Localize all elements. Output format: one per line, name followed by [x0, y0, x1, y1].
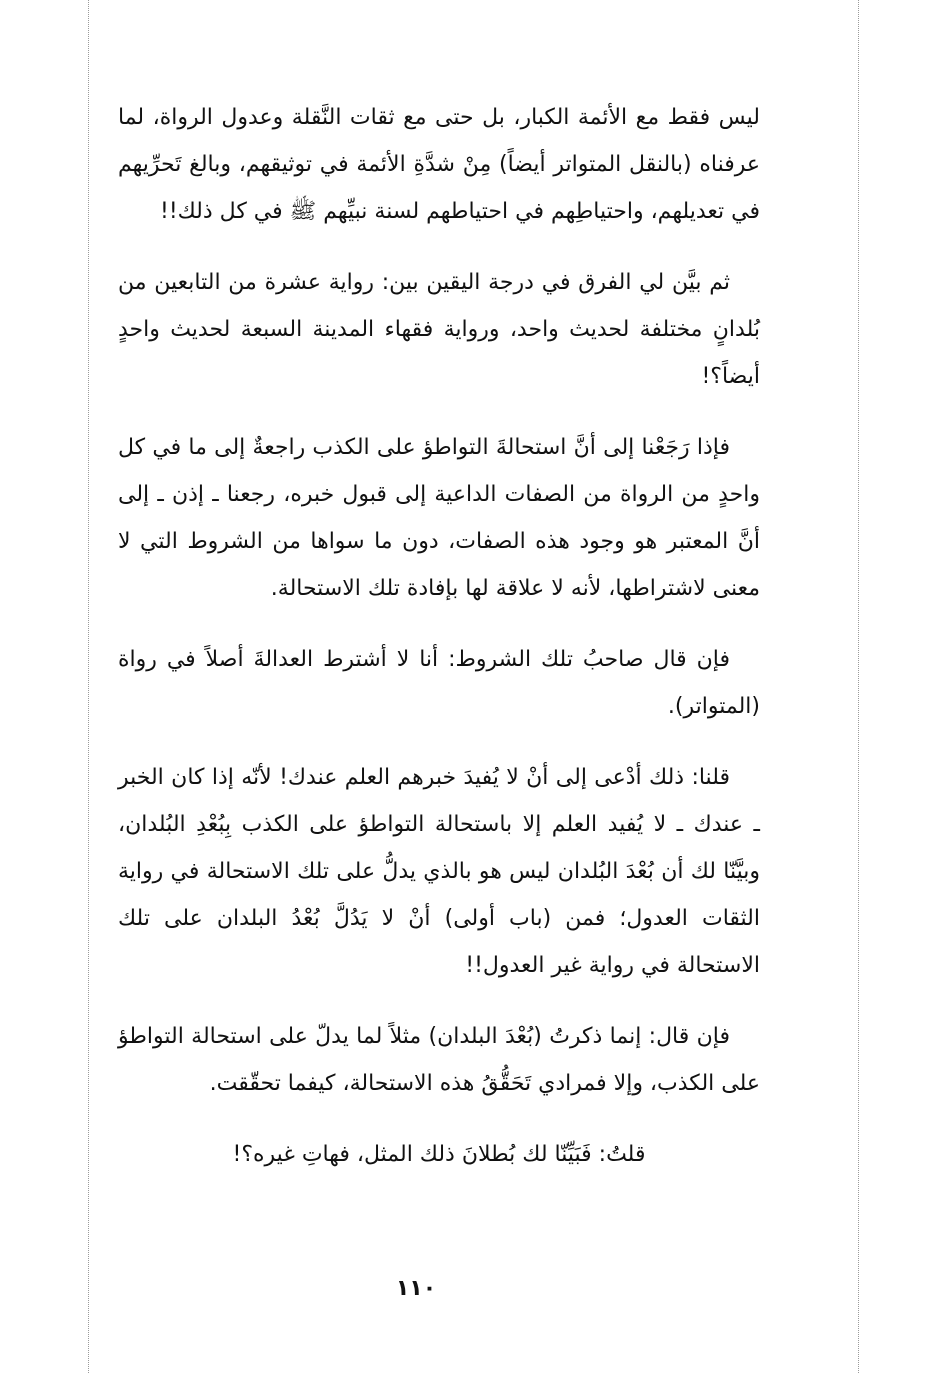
- paragraph-6: فإن قال: إنما ذكرتُ (بُعْدَ البلدان) مثلاً لما يدلّ على استحالة التواطؤ على الكذب، وإلا فمرادي تَحَقُّقُ هذه الاستحالة، كيفما تحقّقت.: [118, 1024, 760, 1096]
- page-number: ١١٠: [395, 1276, 437, 1301]
- right-margin-dotted-line: [858, 0, 859, 1373]
- paragraph-3: فإذا رَجَعْنا إلى أنَّ استحالةَ التواطؤ على الكذب راجعةٌ إلى ما في كل واحدٍ من الرواة من الصفات الداعية إلى قبول خبره، رجعنا ـ إذن ـ إلى أنَّ المعتبر هو وجود هذه الصفات، دون ما سواها من الشروط التي لا معنى لاشتراطها، لأنه لا علاقة لها بإفادة تلك الاستحالة.: [118, 435, 760, 601]
- paragraph-5: قلنا: ذلك أدْعى إلى أنْ لا يُفيدَ خبرهم العلم عندك! لأنّه إذا كان الخبر ـ عندك ـ لا يُفيد العلم إلا باستحالة التواطؤ على الكذب بِبُعْدِ البُلدان، وبيَّنّا لك أن بُعْدَ البُلدان ليس هو بالذي يدلُّ على تلك الاستحالة في رواية الثقات العدول؛ فمن (باب أولى) أنْ لا يَدُلَّ بُعْدُ البلدان على تلك الاستحالة في رواية غير العدول!!: [118, 765, 760, 978]
- paragraph-4: فإن قال صاحبُ تلك الشروط: أنا لا أشترط العدالةَ أصلاً في رواة (المتواتر).: [118, 647, 760, 719]
- paragraph-1: ليس فقط مع الأئمة الكبار، بل حتى مع ثقات النَّقلة وعدول الرواة، لما عرفناه (بالنقل المتواتر أيضاً) مِنْ شدَّةِ الأئمة في توثيقهم، وبالغ تَحرِّيهم في تعديلهم، واحتياطِهم في احتياطهم لسنة نبيِّهم ﷺ في كل ذلك!!: [118, 105, 760, 224]
- paragraph-7: قلتُ: فَبَيِّنّا لك بُطلانَ ذلك المثل، فهاتِ غيره؟!: [232, 1142, 646, 1167]
- paragraph-2: ثم بيَّن لي الفرق في درجة اليقين بين: رواية عشرة من التابعين من بُلدانٍ مختلفة لحديث واحد، ورواية فقهاء المدينة السبعة لحديث واحدٍ أيضاً؟!: [118, 270, 760, 389]
- body-text: [118, 94, 760, 1202]
- left-margin-dotted-line: [88, 0, 89, 1373]
